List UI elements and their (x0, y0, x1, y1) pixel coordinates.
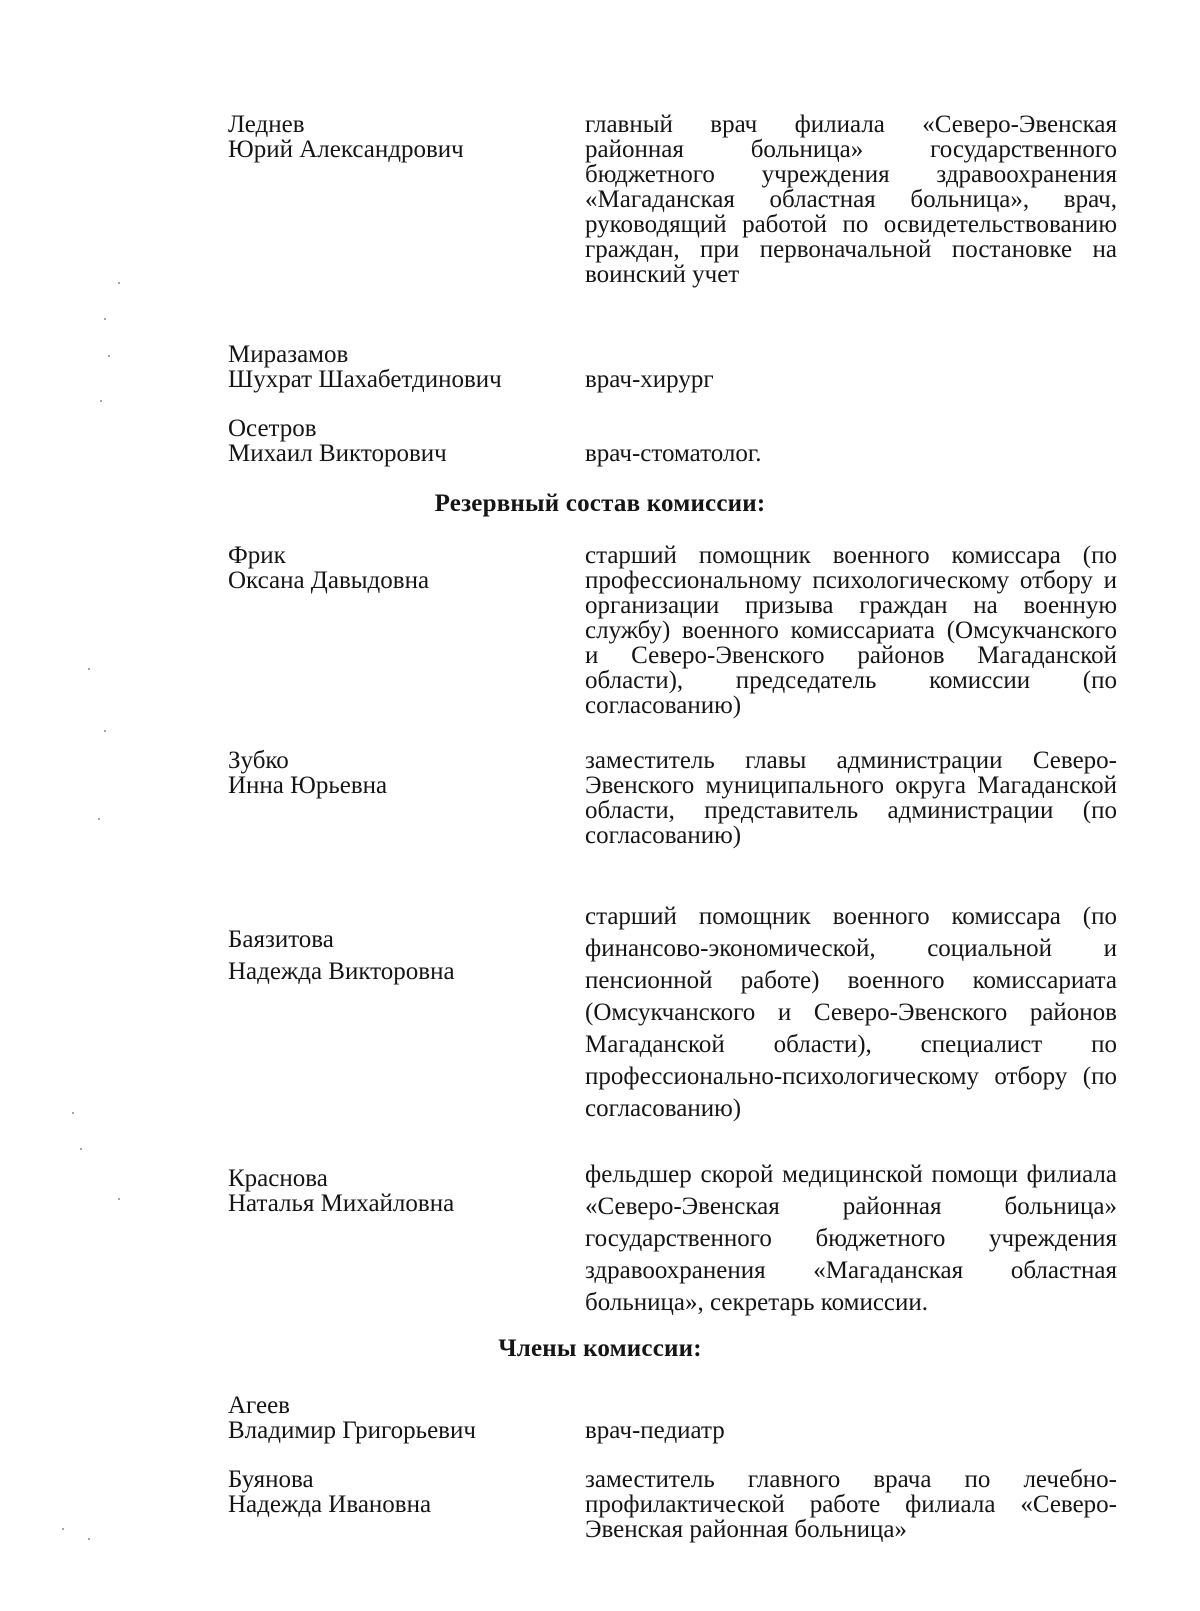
member-given-names: Инна Юрьевна (228, 772, 388, 799)
scan-speck (62, 1528, 64, 1530)
scan-speck (98, 818, 100, 820)
member-given-names: Надежда Ивановна (228, 1491, 432, 1518)
member-surname: Краснова (228, 1165, 328, 1192)
member-name (228, 1467, 558, 1517)
member-given-names: Юрий Александрович (228, 136, 464, 163)
member-role: врач-хирург (585, 366, 714, 393)
member-name (228, 342, 558, 392)
member-role: заместитель главы администрации Северо-Эвенского муниципального округа Магаданской области, представитель администрации (по согласованию) (585, 747, 1117, 849)
scan-speck (108, 355, 110, 357)
section-heading-members: Члены комиссии: (498, 1335, 702, 1362)
member-role: врач-педиатр (585, 1417, 725, 1444)
scan-speck (72, 1112, 74, 1114)
member-surname: Леднев (228, 111, 305, 138)
member-name (228, 416, 558, 466)
member-given-names: Михаил Викторович (228, 440, 447, 467)
member-role: главный врач филиала «Северо-Эвенская районная больница» государственного бюджетного учреждения здравоохранения «Магаданская областная больница», врач, руководящий работой по освидетельствованию граждан, при первоначальной постановке на воинский учет (585, 111, 1117, 288)
member-role: врач-стоматолог. (585, 440, 762, 467)
member-surname: Буянова (228, 1466, 314, 1493)
member-name (228, 112, 558, 162)
scan-speck (118, 1198, 120, 1200)
member-role: старший помощник военного комиссара (по профессиональному психологическому отбору и организации призыва граждан на военную службу) военного комиссариата (Омсукчанского и Северо-Эвенского районов Магаданской области), председатель комиссии (по согласованию) (585, 542, 1117, 719)
member-role: фельдшер скорой медицинской помощи филиала «Северо-Эвенская районная больница» государственного бюджетного учреждения здравоохранения «Магаданская областная больница», секретарь комиссии. (585, 1161, 1117, 1316)
member-surname: Фрик (228, 542, 286, 569)
member-surname: Агеев (228, 1392, 290, 1419)
member-name (228, 924, 558, 988)
member-name (228, 748, 558, 798)
scan-speck (118, 282, 120, 284)
scan-speck (104, 318, 106, 320)
member-given-names: Оксана Давыдовна (228, 567, 430, 594)
member-name (228, 1393, 558, 1443)
section-heading-reserve: Резервный состав комиссии: (434, 490, 766, 517)
member-surname: Зубко (228, 747, 289, 774)
scan-speck (100, 400, 102, 402)
member-role: старший помощник военного комиссара (по финансово-экономической, социальной и пенсионной работе) военного комиссариата (Омсукчанского и Северо-Эвенского районов Магаданской области), специалист по профессионально-психологическому отбору (по согласованию) (585, 903, 1117, 1122)
member-given-names: Надежда Викторовна (228, 958, 455, 985)
member-given-names: Владимир Григорьевич (228, 1417, 476, 1444)
scan-speck (80, 1148, 82, 1150)
member-given-names: Шухрат Шахабетдинович (228, 366, 502, 393)
member-surname: Миразамов (228, 341, 349, 368)
member-surname: Баязитова (228, 926, 334, 953)
scan-speck (88, 1538, 90, 1540)
member-given-names: Наталья Михайловна (228, 1190, 455, 1217)
member-name (228, 543, 558, 593)
scan-speck (104, 730, 106, 732)
member-name (228, 1166, 558, 1216)
scan-speck (88, 668, 90, 670)
member-surname: Осетров (228, 415, 317, 442)
member-role: заместитель главного врача по лечебно-профилактической работе филиала «Северо-Эвенская районная больница» (585, 1466, 1117, 1543)
